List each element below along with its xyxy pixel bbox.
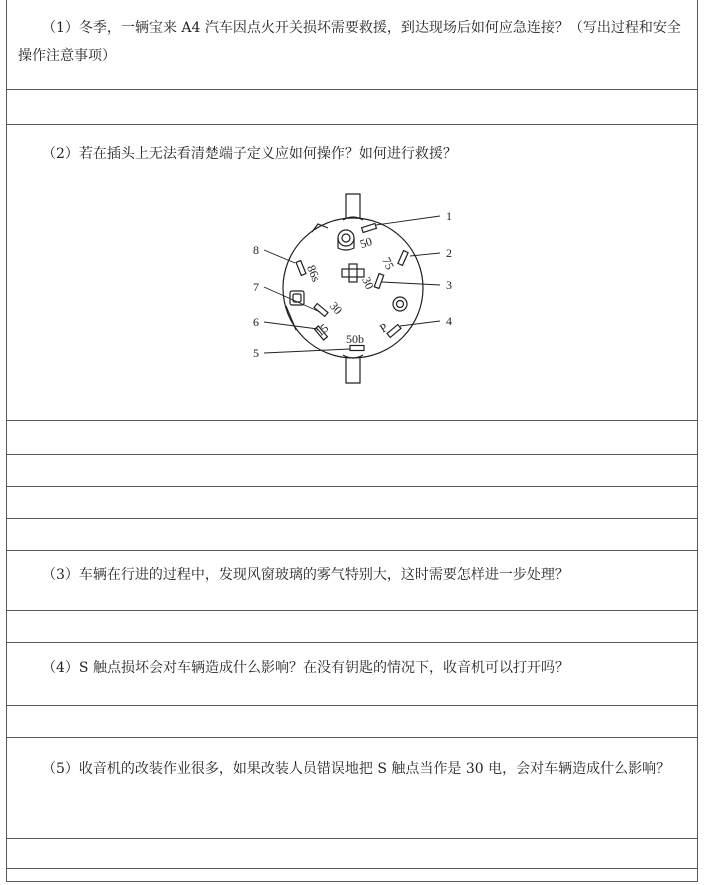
answer-line [7,737,697,738]
question-1: （1）冬季，一辆宝来 A4 汽车因点火开关损坏需要救援，到达现场后如何应急连接？（写出过程和安全操作注意事项） [18,20,681,64]
bottom-tab [346,356,360,383]
callout-2: 2 [446,246,452,260]
callout-5: 5 [253,346,259,360]
terminal-label-50b: 50b [346,332,364,346]
answer-line [7,454,697,455]
blade-75 [398,251,408,266]
terminal-label-50: 50 [358,234,374,252]
answer-line [7,868,697,869]
question-4: （4）S 触点损坏会对车辆造成什么影响？在没有钥匙的情况下，收音机可以打开吗？ [42,660,569,676]
blade-50b [350,346,364,351]
terminal-label-P: P [377,320,391,336]
center-clip [349,264,357,282]
answer-line [7,705,697,706]
answer-line [7,124,697,125]
notch [312,224,328,232]
callout-7: 7 [253,280,259,294]
answer-line [7,550,697,551]
leader-5 [264,349,350,353]
blade-50 [362,223,377,232]
round-post-inner [397,301,404,308]
round-post-inner [342,234,350,242]
answer-line [7,838,697,839]
terminal-label-30-right: 30 [359,274,377,292]
question-5: （5）收音机的改装作业很多，如果改装人员错误地把 S 触点当作是 30 电，会对车辆造成什么影响？ [42,761,671,777]
terminal-label-15: 15 [312,320,332,340]
leader-3 [382,282,440,285]
top-tab [346,194,360,219]
answer-line [7,610,697,611]
callout-8: 8 [253,243,259,257]
answer-line [7,642,697,643]
answer-sheet-frame [6,0,698,882]
callout-1: 1 [446,209,452,223]
terminal-label-30-left: 30 [326,298,346,318]
callout-6: 6 [253,315,259,329]
leader-6 [264,322,318,329]
answer-line [7,420,697,421]
answer-line [7,486,697,487]
question-3: （3）车辆在行进的过程中，发现风窗玻璃的雾气特别大，这时需要怎样进一步处理？ [42,567,569,583]
square-post [290,291,304,305]
leader-1 [376,216,440,225]
answer-line [7,89,697,90]
round-post [393,297,407,311]
round-post [338,230,354,246]
terminal-label-86s: 86s [304,263,324,284]
ignition-switch-connector-diagram [248,188,478,388]
callout-4: 4 [446,314,452,328]
leader-4 [400,321,440,326]
terminal-label-75: 75 [379,255,397,272]
callout-3: 3 [446,278,452,292]
answer-line [7,518,697,519]
question-2: （2）若在插头上无法看清楚端子定义应如何操作？如何进行救援？ [42,146,457,162]
center-clip [342,269,364,277]
